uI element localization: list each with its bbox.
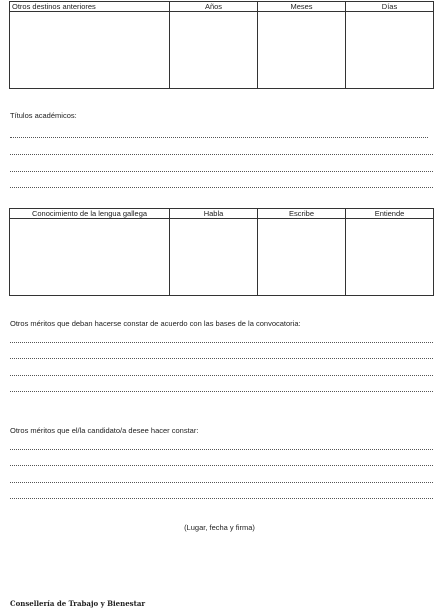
previous-posts-table — [9, 1, 434, 89]
academic-titles-label: Títulos académicos: — [10, 111, 77, 120]
footer-organization: Consellería de Trabajo y Bienestar — [10, 599, 146, 608]
months-cell[interactable] — [258, 12, 346, 89]
header-understands: Entiende — [346, 209, 434, 219]
header-galician-knowledge: Conocimiento de la lengua gallega — [10, 209, 170, 219]
days-cell[interactable] — [346, 12, 434, 89]
merits-bases-line[interactable] — [10, 391, 433, 392]
galician-knowledge-cell[interactable] — [10, 219, 170, 296]
academic-titles-line[interactable] — [10, 187, 433, 188]
merits-candidate-line[interactable] — [10, 498, 433, 499]
merits-bases-line[interactable] — [10, 375, 433, 376]
previous-posts-cell[interactable] — [10, 12, 170, 89]
header-years: Años — [170, 2, 258, 12]
header-days: Días — [346, 2, 434, 12]
merits-candidate-label: Otros méritos que el/la candidato/a desee hacer constar: — [10, 426, 199, 435]
previous-posts-header-row — [10, 2, 434, 12]
years-cell[interactable] — [170, 12, 258, 89]
galician-language-header-row — [10, 209, 434, 219]
speaks-cell[interactable] — [170, 219, 258, 296]
merits-candidate-line[interactable] — [10, 449, 433, 450]
understands-cell[interactable] — [346, 219, 434, 296]
galician-language-table — [9, 208, 434, 296]
academic-titles-line[interactable] — [10, 171, 433, 172]
merits-bases-line[interactable] — [10, 342, 433, 343]
merits-candidate-line[interactable] — [10, 465, 433, 466]
header-speaks: Habla — [170, 209, 258, 219]
header-months: Meses — [258, 2, 346, 12]
merits-candidate-line[interactable] — [10, 482, 433, 483]
academic-titles-line[interactable] — [10, 154, 433, 155]
academic-titles-line[interactable] — [10, 137, 428, 138]
merits-bases-line[interactable] — [10, 358, 433, 359]
merits-bases-label: Otros méritos que deban hacerse constar de acuerdo con las bases de la convocatoria: — [10, 319, 301, 328]
place-date-signature: (Lugar, fecha y firma) — [184, 523, 255, 532]
previous-posts-entry-row — [10, 12, 434, 89]
header-writes: Escribe — [258, 209, 346, 219]
writes-cell[interactable] — [258, 219, 346, 296]
header-previous-posts: Otros destinos anteriores — [10, 2, 170, 12]
galician-language-entry-row — [10, 219, 434, 296]
